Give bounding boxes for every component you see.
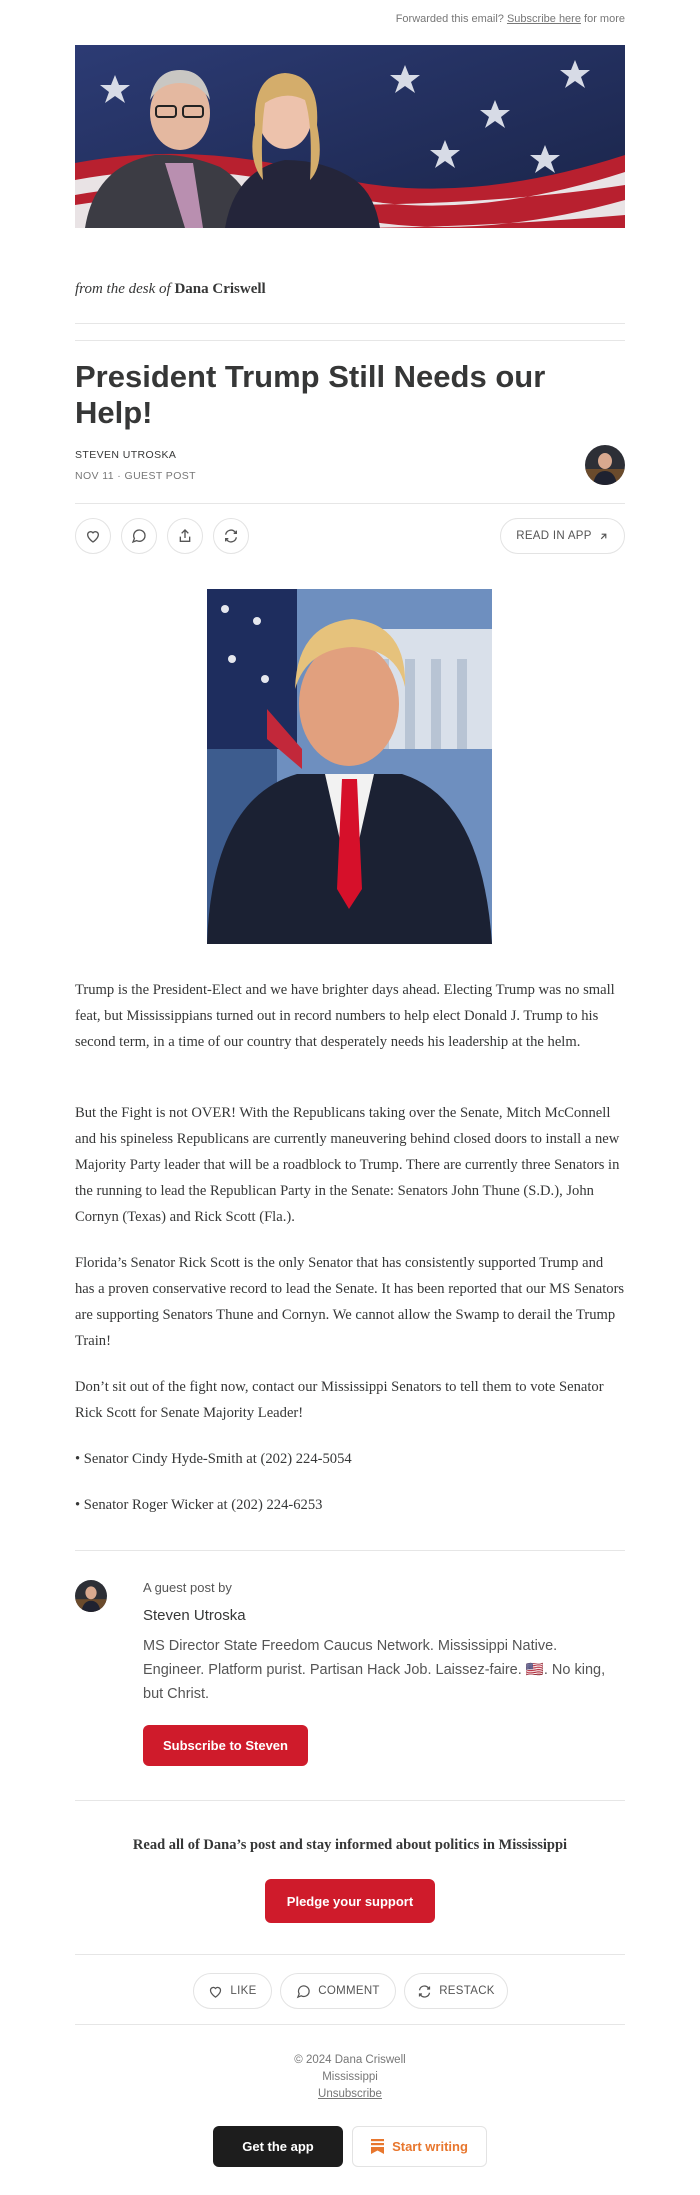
forwarded-text: Forwarded this email? bbox=[395, 13, 504, 25]
guest-author-name[interactable]: Steven Utroska bbox=[143, 1607, 246, 1624]
divider bbox=[75, 323, 625, 324]
subscribe-here-link[interactable]: Subscribe here bbox=[506, 13, 581, 25]
post-body bbox=[75, 1446, 625, 1472]
body-paragraph: Florida’s Senator Rick Scott is the only Senator that has consistently supported Trump and has a proven conservative record to lead the Senate. It has been reported that our MS Senators are supporting Senators Thune and Cornyn. We cannot allow the Swamp to derail the Trump Train! bbox=[75, 1255, 625, 1349]
read-in-app-button[interactable] bbox=[500, 518, 625, 554]
post-body bbox=[75, 1374, 625, 1426]
guest-author-bio: MS Director State Freedom Caucus Network. Mississippi Native. Engineer. Platform purist. Partisan Hack Job. Laissez-faire. 🇺🇸. No king, but Christ. bbox=[143, 1638, 606, 1702]
restack-icon bbox=[223, 528, 239, 544]
heart-icon bbox=[208, 1984, 223, 1999]
desk-name: Dana Criswell bbox=[174, 281, 266, 297]
heart-icon bbox=[85, 528, 101, 544]
arrow-up-right-icon bbox=[598, 531, 609, 542]
restack-button[interactable] bbox=[213, 518, 249, 554]
divider bbox=[75, 2024, 625, 2025]
divider bbox=[75, 1954, 625, 1955]
from-the-desk-line bbox=[75, 281, 625, 298]
desk-prefix: from the desk of bbox=[75, 281, 171, 297]
divider bbox=[75, 503, 625, 504]
comment-icon bbox=[296, 1984, 311, 1999]
share-button[interactable] bbox=[167, 518, 203, 554]
forwarded-note bbox=[396, 13, 625, 25]
guest-author-avatar[interactable] bbox=[75, 1580, 107, 1612]
like-button[interactable] bbox=[75, 518, 111, 554]
start-writing-button[interactable] bbox=[352, 2126, 487, 2167]
read-in-app-label: READ IN APP bbox=[516, 530, 592, 542]
post-body bbox=[75, 977, 625, 1055]
post-body bbox=[75, 1250, 625, 1354]
comment-button[interactable] bbox=[121, 518, 157, 554]
unsubscribe-link[interactable]: Unsubscribe bbox=[318, 2088, 382, 2100]
post-date: NOV 11 · GUEST POST bbox=[75, 470, 196, 482]
author-avatar[interactable] bbox=[585, 445, 625, 485]
comment-icon bbox=[131, 528, 147, 544]
start-writing-label: Start writing bbox=[392, 2139, 468, 2154]
pledge-support-button[interactable]: Pledge your support bbox=[265, 1879, 435, 1923]
guest-post-label: A guest post by bbox=[143, 1580, 232, 1595]
like-label: LIKE bbox=[230, 1985, 257, 1997]
get-the-app-button[interactable]: Get the app bbox=[213, 2126, 343, 2167]
comment-pill-button[interactable] bbox=[280, 1973, 396, 2009]
footer-location: Mississippi bbox=[322, 2071, 378, 2083]
like-pill-button[interactable] bbox=[193, 1973, 272, 2009]
post-body bbox=[75, 1100, 625, 1230]
body-paragraph: But the Fight is not OVER! With the Republicans taking over the Senate, Mitch McConnell and his spineless Republicans are currently maneuvering behind closed doors to install a new Majority Party leader that will be a roadblock to Trump. There are currently three Senators in the running to lead the Republican Party in the Senate: Senators John Thune (S.D.), John Cornyn (Texas) and Rick Scott (Fla.). bbox=[75, 1105, 620, 1225]
divider bbox=[75, 1800, 625, 1801]
for-more-text: for more bbox=[584, 13, 625, 25]
post-body bbox=[75, 1492, 625, 1518]
senator-contact: • Senator Roger Wicker at (202) 224-6253 bbox=[75, 1497, 323, 1513]
divider bbox=[75, 340, 625, 341]
post-title[interactable]: President Trump Still Needs our Help! bbox=[75, 359, 546, 430]
divider bbox=[75, 1550, 625, 1551]
body-paragraph: Don’t sit out of the fight now, contact our Mississippi Senators to tell them to vote Senator Rick Scott for Senate Majority Leader! bbox=[75, 1379, 604, 1421]
footer-copyright: © 2024 Dana Criswell bbox=[294, 2054, 406, 2066]
senator-contact: • Senator Cindy Hyde-Smith at (202) 224-5054 bbox=[75, 1451, 352, 1467]
read-all-prompt: Read all of Dana’s post and stay informed about politics in Mississippi bbox=[132, 1837, 568, 1853]
write-icon bbox=[371, 2139, 384, 2154]
restack-pill-button[interactable] bbox=[404, 1973, 508, 2009]
post-portrait-image bbox=[207, 589, 492, 944]
comment-label: COMMENT bbox=[318, 1985, 380, 1997]
header-banner-image bbox=[75, 45, 625, 228]
subscribe-to-author-button[interactable]: Subscribe to Steven bbox=[143, 1725, 308, 1766]
restack-label: RESTACK bbox=[439, 1985, 495, 1997]
post-author[interactable]: STEVEN UTROSKA bbox=[75, 449, 177, 461]
restack-icon bbox=[417, 1984, 432, 1999]
body-paragraph: Trump is the President-Elect and we have brighter days ahead. Electing Trump was no small feat, but Mississippians turned out in record numbers to help elect Donald J. Trump to his second term, in a time of our country that desperately needs his leadership at the helm. bbox=[75, 982, 615, 1050]
share-icon bbox=[177, 528, 193, 544]
